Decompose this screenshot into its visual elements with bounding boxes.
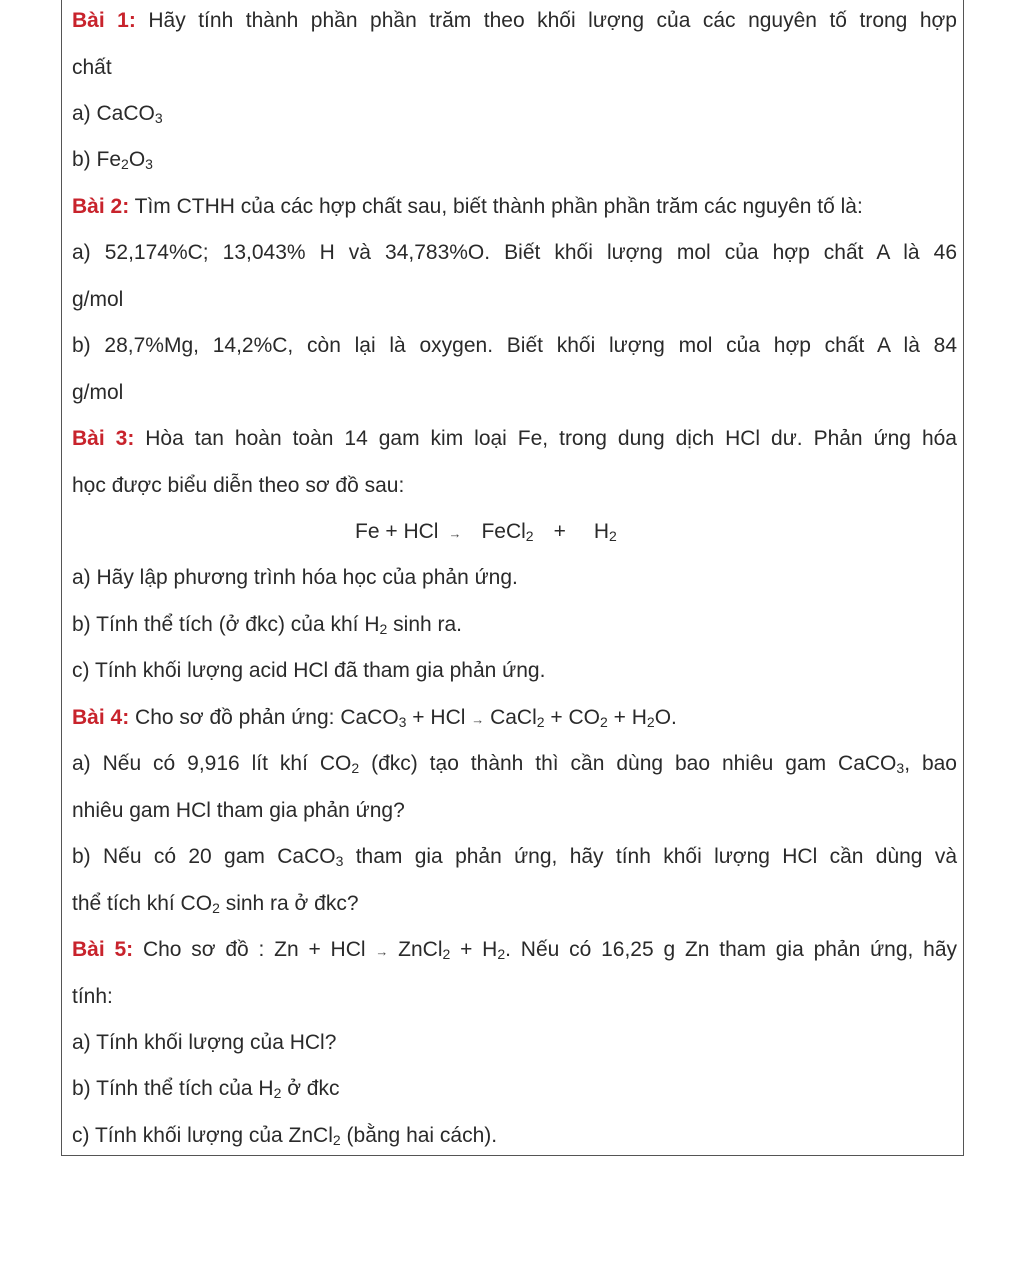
b4-sub-2: 2 [536,714,545,730]
b4-b2-sub: 2 [212,900,220,916]
b5-b-post: ở đkc [281,1077,340,1100]
b4-title: Bài 4: [72,706,130,729]
b3-text-1: Hòa tan hoàn toàn 14 gam kim loại Fe, trong dung dịch HCl dư. Phản ứng hóa [134,427,957,450]
b3-eq-h-sub: 2 [609,528,617,544]
b2-item-a-line-2: g/mol [72,288,124,311]
b3-eq-h: H [593,520,610,543]
b4-text-5: + H [607,706,647,729]
b4-item-a-line-1 [72,751,957,777]
b4-text-pre: Cho sơ đồ phản ứng: CaCO [129,706,399,729]
b2-text-1: Tìm CTHH của các hợp chất sau, biết thành phần phần trăm các nguyên tố là: [129,195,863,218]
b5-sub-2: 2 [497,946,506,962]
b4-sub-4: 2 [646,714,655,730]
b5-item-c [72,1123,497,1149]
b3-item-b [72,612,462,638]
b1-a-sub: 3 [154,110,163,126]
b1-line-2: chất [72,56,112,79]
b4-b1-sub: 3 [335,853,344,869]
b2-item-a-line-1: a) 52,174%C; 13,043% H và 34,783%O. Biết khối lượng mol của hợp chất A là 46 [72,241,957,264]
b1-b-formula-2: O [128,148,146,171]
b1-item-a [72,101,163,127]
b4-item-a-line-2: nhiêu gam HCl tham gia phản ứng? [72,799,405,822]
b3-item-a: a) Hãy lập phương trình hóa học của phản ứng. [72,566,518,589]
b2-line-1 [72,194,863,220]
b5-b-pre: b) Tính thể tích của H [72,1077,274,1100]
b5-line-1 [72,937,957,965]
b2-item-b-line-2: g/mol [72,381,124,404]
b4-a1-sub-2: 3 [896,760,905,776]
b4-line-1 [72,705,677,733]
b4-item-b-line-1 [72,844,957,870]
b5-text-1: Cho sơ đồ : [133,938,275,961]
b5-b-sub: 2 [273,1085,282,1101]
b3-eq-reactants: Fe + HCl [355,520,439,543]
b3-eq-fecl-sub: 2 [525,528,534,544]
b5-sub-1: 2 [442,946,451,962]
b5-c-pre: c) Tính khối lượng của ZnCl [72,1124,333,1147]
b5-text-2: Zn + HCl [274,938,376,961]
b1-b-formula-1: Fe [96,148,122,171]
b3-item-c: c) Tính khối lượng acid HCl đã tham gia phản ứng. [72,659,546,682]
b4-text-2: + HCl [406,706,472,729]
b4-text-4: + CO [544,706,600,729]
b3-line-2: học được biểu diễn theo sơ đồ sau: [72,474,405,497]
b1-b-sub-1: 2 [121,156,129,172]
b5-text-3: ZnCl [388,938,443,961]
b4-b1-pre: b) Nếu có 20 gam CaCO [72,845,336,868]
b4-text-3: CaCl [484,706,537,729]
b5-item-a: a) Tính khối lượng của HCl? [72,1031,337,1054]
b4-item-b-line-2 [72,891,359,917]
b5-title: Bài 5: [72,938,134,961]
b4-a1-sub-1: 2 [351,760,360,776]
b1-item-b [72,147,153,173]
b4-sub-1: 3 [398,714,407,730]
b3-eq-plus: + [553,520,566,543]
b1-title: Bài 1: [72,9,136,32]
b1-text-1: Hãy tính thành phần phần trăm theo khối lượng của các nguyên tố trong hợp [135,9,957,32]
b4-a1-pre: a) Nếu có 9,916 lít khí CO [72,752,352,775]
b1-a-prefix: a) [72,102,97,125]
b4-b2-post: sinh ra ở đkc? [219,892,359,915]
b4-sub-3: 2 [599,714,608,730]
b4-a1-post: , bao [904,752,957,775]
b3-equation [355,519,617,547]
b3-eq-fecl: FeCl [481,520,526,543]
b4-arrow: → [471,712,485,727]
b1-line-1 [72,8,957,34]
b2-item-b-line-1: b) 28,7%Mg, 14,2%C, còn lại là oxygen. Biết khối lượng mol của hợp chất A là 84 [72,334,957,357]
b3-eq-arrow: → [448,526,462,541]
b5-c-sub: 2 [332,1132,341,1148]
b3-b-pre: b) Tính thể tích (ở đkc) của khí H [72,613,380,636]
b5-item-b [72,1076,339,1102]
b5-c-post: (bằng hai cách). [340,1124,498,1147]
b3-b-post: sinh ra. [387,613,463,636]
b4-b1-post: tham gia phản ứng, hãy tính khối lượng HCl cần dùng và [343,845,957,868]
b3-b-sub: 2 [379,621,388,637]
b4-text-6: O. [654,706,677,729]
b1-a-formula: CaCO [96,102,155,125]
b4-b2-pre: thể tích khí CO [72,892,213,915]
b3-title: Bài 3: [72,427,135,450]
b2-title: Bài 2: [72,195,130,218]
b1-b-sub-2: 3 [145,156,153,172]
b5-text-4: + H [450,938,498,961]
b5-arrow: → [375,944,389,959]
b5-line-2: tính: [72,985,113,1008]
b1-b-prefix: b) [72,148,97,171]
b4-a1-mid: (đkc) tạo thành thì cần dùng bao nhiêu gam CaCO [359,752,897,775]
b5-text-5: . Nếu có 16,25 g Zn tham gia phản ứng, hãy [505,938,957,961]
b3-line-1 [72,426,957,452]
